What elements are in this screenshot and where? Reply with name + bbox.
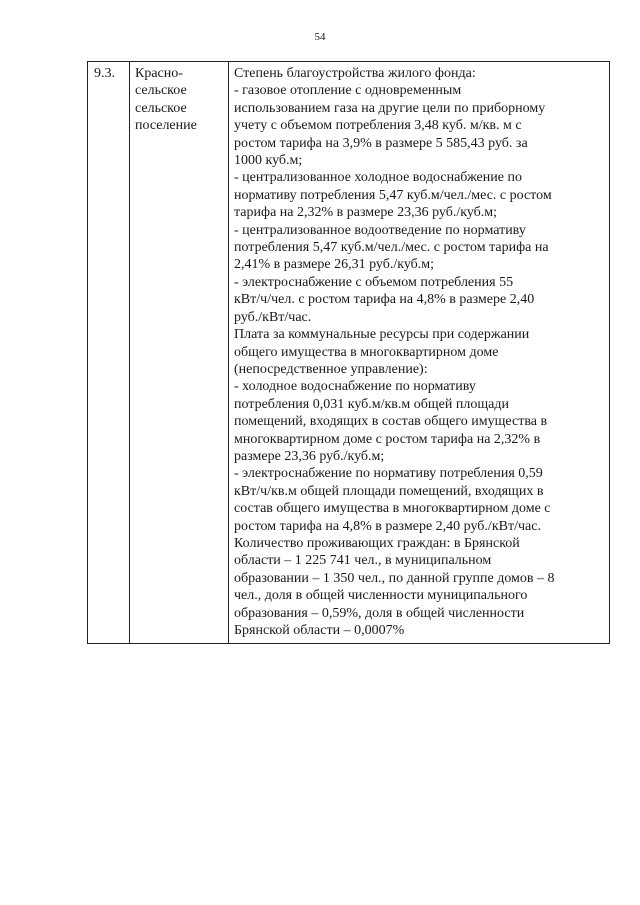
description-line: области – 1 225 741 чел., в муниципальном	[234, 553, 492, 569]
description-line: - газовое отопление с одновременным	[234, 83, 462, 99]
description-line: учету с объемом потребления 3,48 куб. м/кв. м с	[234, 118, 522, 134]
description-line: руб./кВт/час.	[234, 309, 312, 325]
description-cell	[229, 62, 610, 644]
description-line: помещений, входящих в состав общего имущества в	[234, 414, 548, 430]
description-line: потребления 5,47 куб.м/чел./мес. с ростом тарифа на	[234, 240, 549, 256]
description-line: ростом тарифа на 4,8% в размере 2,40 руб./кВт/час.	[234, 518, 541, 534]
description-line: состав общего имущества в многоквартирном доме с	[234, 501, 551, 517]
tariff-table	[87, 61, 610, 644]
description-line: - централизованное холодное водоснабжение по	[234, 170, 522, 186]
page-number: 54	[314, 31, 326, 43]
description-line: общего имущества в многоквартирном доме	[234, 344, 499, 360]
description-line: использованием газа на другие цели по приборному	[234, 100, 546, 116]
description-line: нормативу потребления 5,47 куб.м/чел./мес. с ростом	[234, 187, 552, 203]
settlement-name-line: сельское	[135, 83, 187, 99]
settlement-name-line: поселение	[135, 118, 197, 134]
description-line: образовании – 1 350 чел., по данной группе домов – 8	[234, 570, 555, 586]
description-line: - холодное водоснабжение по нормативу	[234, 379, 476, 395]
description-line: чел., доля в общей численности муниципального	[234, 588, 528, 604]
description-line: кВт/ч/кв.м общей площади помещений, входящих в	[234, 483, 544, 499]
row-number-cell: 9.3.	[88, 62, 130, 644]
table-row	[88, 62, 610, 644]
description-line: Брянской области – 0,0007%	[234, 623, 405, 638]
description-line: 2,41% в размере 26,31 руб./куб.м;	[234, 257, 435, 273]
description-line: - централизованное водоотведение по нормативу	[234, 222, 526, 238]
description-line: тарифа на 2,32% в размере 23,36 руб./куб.м;	[234, 205, 498, 221]
settlement-name-cell	[130, 62, 229, 644]
description-line: 1000 куб.м;	[234, 153, 303, 169]
description-line: Плата за коммунальные ресурсы при содержании	[234, 327, 530, 343]
description-line: - электроснабжение по нормативу потребления 0,59	[234, 466, 543, 482]
description-line: (непосредственное управление):	[234, 361, 428, 377]
settlement-name-line: сельское	[135, 100, 187, 116]
description-line: кВт/ч/чел. с ростом тарифа на 4,8% в размере 2,40	[234, 292, 535, 308]
description-line: Количество проживающих граждан: в Брянской	[234, 535, 520, 551]
settlement-name-line: Красно-	[135, 66, 183, 81]
description-line: - электроснабжение с объемом потребления 55	[234, 274, 514, 290]
description-line: ростом тарифа на 3,9% в размере 5 585,43 руб. за	[234, 135, 528, 151]
description-line: образования – 0,59%, доля в общей численности	[234, 605, 525, 621]
description-line: потребления 0,031 куб.м/кв.м общей площади	[234, 396, 509, 412]
description-line: Степень благоустройства жилого фонда:	[234, 66, 476, 81]
description-line: многоквартирном доме с ростом тарифа на 2,32% в	[234, 431, 541, 447]
description-line: размере 23,36 руб./куб.м;	[234, 448, 385, 464]
